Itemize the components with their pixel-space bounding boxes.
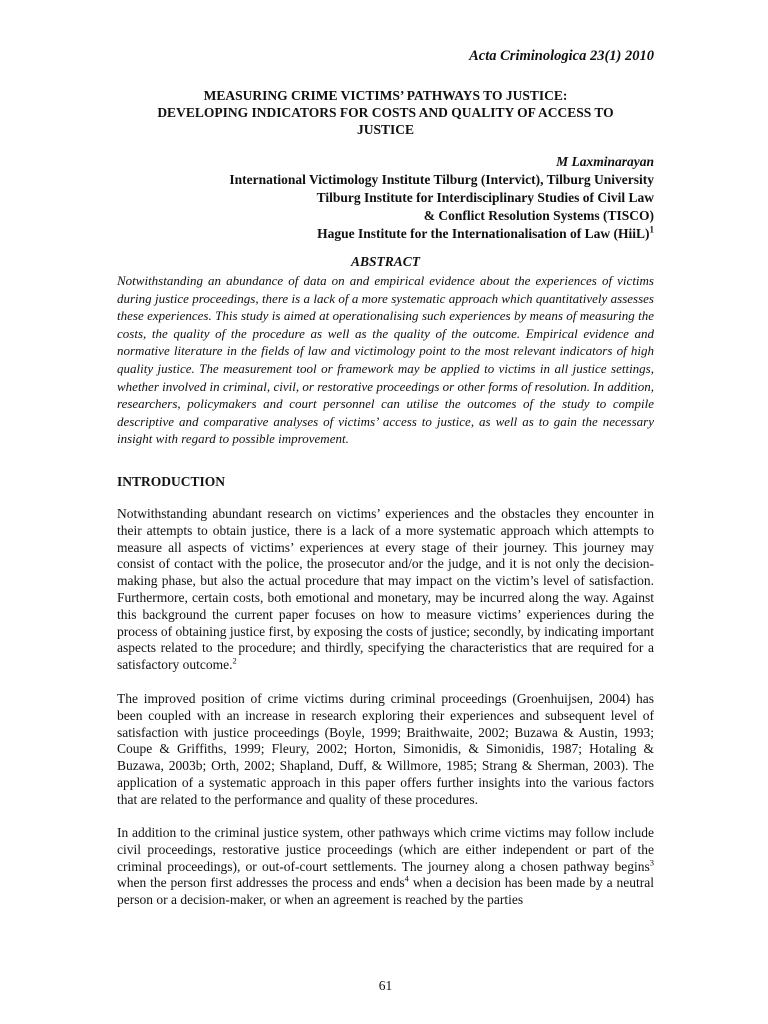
journal-header: Acta Criminologica 23(1) 2010 (469, 48, 654, 64)
paragraph-text: In addition to the criminal justice system, other pathways which crime victims may follow include civil proceedings, restorative justice proceedings (which are either independent or part of the criminal proceedings), or out-of-court settlements. The journey along a chosen pathway begins (117, 825, 654, 874)
title-line: JUSTICE (356, 122, 415, 137)
body-paragraph (117, 825, 654, 909)
paragraph-text: when a decision has been made by a neutral person or a decision-maker, or when an agreement is reached by the parties (117, 875, 654, 908)
body-paragraph: The improved position of crime victims during criminal proceedings (Groenhuijsen, 2004) has been coupled with an increase in research exploring their experiences and subsequent level of satisfaction with justice proceedings (Boyle, 1999; Braithwaite, 2002; Buzawa & Austin, 1993; Coupe & Griffiths, 1999; Fleury, 2002; Horton, Simonidis, & Simonidis, 1987; Hotaling & Buzawa, 2003b; Orth, 2002; Shapland, Duff, & Willmore, 1985; Strang & Sherman, 2003). The application of a systematic approach in this paper offers further insights into the various factors that are related to the performance and quality of these procedures. (117, 691, 654, 807)
paper-title (117, 87, 654, 138)
title-line: DEVELOPING INDICATORS FOR COSTS AND QUALITY OF ACCESS TO (157, 105, 614, 120)
author-name: M Laxminarayan (556, 154, 654, 169)
body-paragraph (117, 506, 654, 674)
footnote-marker: 2 (232, 655, 237, 666)
paragraph-text: when the person first addresses the process and ends (117, 875, 405, 891)
title-line: MEASURING CRIME VICTIMS’ PATHWAYS TO JUSTICE: (203, 88, 568, 103)
footnote-marker: 4 (404, 873, 409, 884)
introduction-heading: INTRODUCTION (117, 474, 226, 489)
affiliation-line: & Conflict Resolution Systems (TISCO) (423, 208, 654, 223)
page-number: 61 (378, 978, 393, 993)
affiliation-text: Hague Institute for the Internationalisation of Law (HiiL) (317, 226, 650, 241)
affiliation-line: International Victimology Institute Tilburg (Intervict), Tilburg University (229, 172, 654, 187)
author-block (229, 153, 654, 243)
abstract-text: Notwithstanding an abundance of data on and empirical evidence about the experiences of victims during justice proceedings, there is a lack of a more systematic approach which quantitatively assesses these experiences. This study is aimed at operationalising such experiences by means of measuring the costs, the quality of the procedure as well as the quality of the outcome. Empirical evidence and normative literature in the fields of law and victimology point to the most relevant indicators of high quality justice. The measurement tool or framework may be applied to victims in all justice settings, whether involved in criminal, civil, or restorative proceedings or other forms of resolution. In addition, researchers, policymakers and court personnel can utilise the outcomes of the study to compile descriptive and comparative analyses of victims’ access to justice, as well as to gain the necessary insight with regard to possible improvement. (117, 273, 654, 447)
abstract-heading: ABSTRACT (350, 254, 421, 269)
affiliation-line-with-footnote (229, 225, 654, 243)
footnote-marker: 1 (649, 224, 654, 235)
footnote-marker: 3 (649, 857, 654, 868)
paragraph-text: Notwithstanding abundant research on victims’ experiences and the obstacles they encounter in their attempts to obtain justice, there is a lack of a more systematic approach which attempts to measure all aspects of victims’ experiences at every stage of their journey. This journey may consist of contact with the police, the prosecutor and/or the judge, and it is not only the decision-making phase, but also the actual procedure that may impact on the victim’s level of satisfaction. Furthermore, certain costs, both emotional and monetary, may be incurred along the way. Against this background the current paper focuses on how to measure victims’ experiences during the process of obtaining justice first, by exposing the costs of justice; secondly, by indicating important aspects related to the procedure; and thirdly, specifying the characteristics that are required for a satisfactory outcome. (117, 506, 654, 673)
affiliation-line: Tilburg Institute for Interdisciplinary Studies of Civil Law (316, 190, 654, 205)
